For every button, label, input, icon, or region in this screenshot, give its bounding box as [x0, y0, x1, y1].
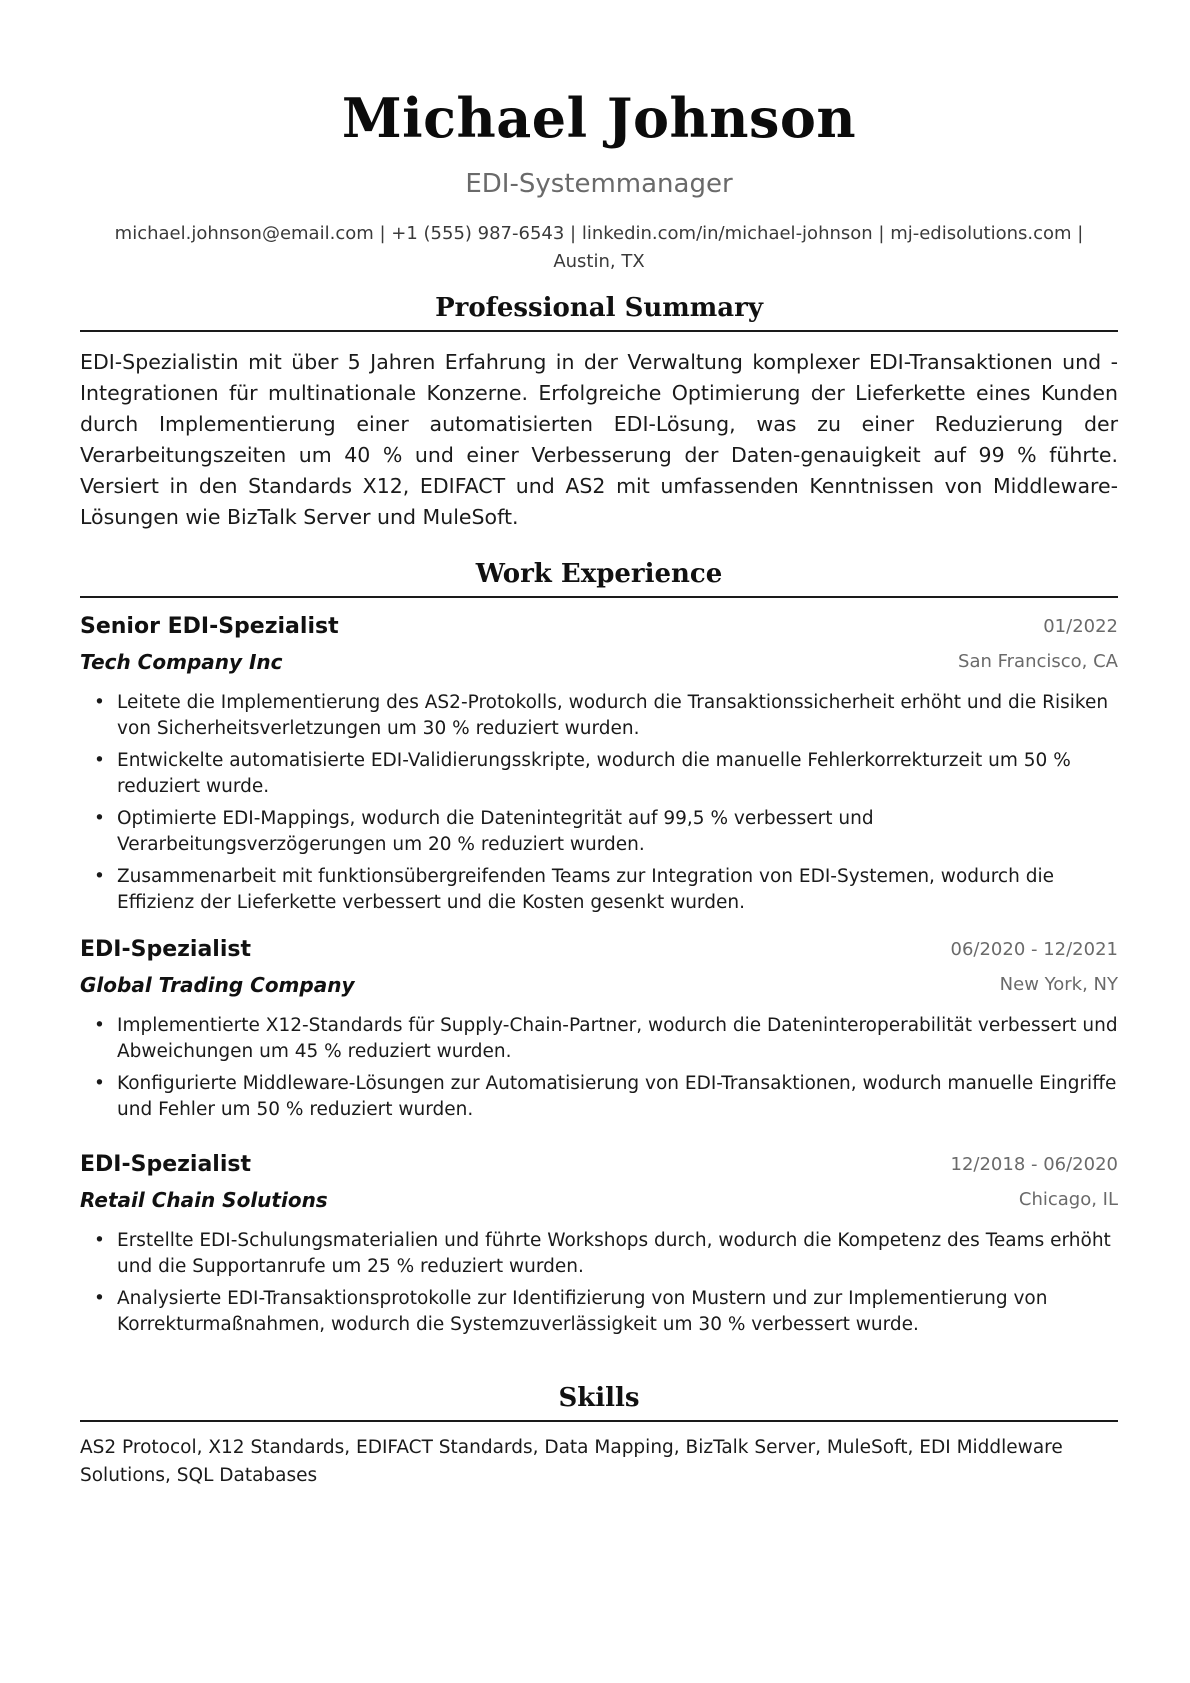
experience-heading: Work Experience: [475, 559, 723, 589]
bullet-icon: •: [94, 808, 105, 829]
contact-line-1: michael.johnson@email.com | +1 (555) 987-6543 | linkedin.com/in/michael-johnson | mj-edisolutions.com |: [114, 223, 1084, 244]
job-location: San Francisco, CA: [958, 651, 1118, 672]
bullet-icon: •: [94, 1230, 105, 1251]
bullet-item: • Entwickelte automatisierte EDI-Validierungsskripte, wodurch die manuelle Fehlerkorrekturzeit um 50 % reduziert wurde.: [94, 750, 1071, 797]
job-date: 01/2022: [1043, 616, 1118, 637]
bullet-icon: •: [94, 750, 105, 771]
summary-divider: [80, 330, 1118, 332]
bullet-icon: •: [94, 1073, 105, 1094]
candidate-name: Michael Johnson: [341, 86, 857, 150]
job-entry: [80, 614, 1118, 922]
job-entry: [80, 1152, 1118, 1344]
job-entry: [80, 937, 1118, 1129]
job-bullets: [80, 690, 1118, 916]
summary-heading: Professional Summary: [435, 293, 763, 323]
company-name: Global Trading Company: [80, 973, 355, 997]
company-name: Retail Chain Solutions: [80, 1188, 328, 1212]
job-location: Chicago, IL: [1018, 1189, 1118, 1210]
experience-divider: [80, 596, 1118, 598]
skills-heading: Skills: [558, 1383, 640, 1413]
bullet-item: • Optimierte EDI-Mappings, wodurch die Datenintegrität auf 99,5 % verbessert und Verarbeitungsverzögerungen um 20 % reduziert wurden.: [94, 808, 874, 855]
bullet-icon: •: [94, 1015, 105, 1036]
summary-text: EDI-Spezialistin mit über 5 Jahren Erfahrung in der Verwaltung komplexer EDI-Transaktionen und -Integrationen für multinationale Konzerne. Erfolgreiche Optimierung der Lieferkette eines Kunden durch Implementierung einer automatisierten EDI-Lösung, was zu einer Reduzierung der Verarbeitungszeiten um 40 % und einer Verbesserung der Daten-genauigkeit auf 99 % führte. Versiert in den Standards X12, EDIFACT und AS2 mit umfassenden Kenntnissen von Middleware-Lösungen wie BizTalk Server und MuleSoft.: [80, 350, 1118, 529]
bullet-icon: •: [94, 1288, 105, 1309]
company-name: Tech Company Inc: [80, 650, 283, 674]
job-title: EDI-Spezialist: [80, 1152, 252, 1177]
job-title: EDI-Spezialist: [80, 937, 252, 962]
job-location: New York, NY: [999, 974, 1118, 995]
bullet-item: • Erstellte EDI-Schulungsmaterialien und führte Workshops durch, wodurch die Kompetenz des Teams erhöht und die Supportanrufe um 25 % reduziert wurden.: [94, 1230, 1111, 1277]
skills-divider: [80, 1420, 1118, 1422]
bullet-item: • Implementierte X12-Standards für Supply-Chain-Partner, wodurch die Dateninteroperabilität verbessert und Abweichungen um 45 % reduziert wurden.: [94, 1015, 1118, 1062]
job-bullets: [80, 1228, 1118, 1338]
job-date: 12/2018 - 06/2020: [950, 1154, 1118, 1175]
bullet-item: • Leitete die Implementierung des AS2-Protokolls, wodurch die Transaktionssicherheit erhöht und die Risiken von Sicherheitsverletzungen um 30 % reduziert wurden.: [94, 692, 1109, 739]
skills-text: AS2 Protocol, X12 Standards, EDIFACT Standards, Data Mapping, BizTalk Server, MuleSoft, EDI Middleware Solutions, SQL Databases: [80, 1437, 1063, 1486]
contact-line-2: Austin, TX: [553, 251, 645, 272]
job-date: 06/2020 - 12/2021: [950, 939, 1118, 960]
bullet-item: • Analysierte EDI-Transaktionsprotokolle zur Identifizierung von Mustern und zur Implementierung von Korrekturmaßnahmen, wodurch die Systemzuverlässigkeit um 30 % verbessert wurde.: [94, 1288, 1048, 1335]
bullet-item: • Zusammenarbeit mit funktionsübergreifenden Teams zur Integration von EDI-Systemen, wodurch die Effizienz der Lieferkette verbessert und die Kosten gesenkt wurden.: [94, 866, 1054, 913]
contact-info: [80, 220, 1118, 276]
bullet-icon: •: [94, 692, 105, 713]
bullet-icon: •: [94, 866, 105, 887]
bullet-item: • Konfigurierte Middleware-Lösungen zur Automatisierung von EDI-Transaktionen, wodurch manuelle Eingriffe und Fehler um 50 % reduziert wurden.: [94, 1073, 1117, 1120]
job-title: Senior EDI-Spezialist: [80, 614, 339, 639]
candidate-role: EDI-Systemmanager: [465, 169, 733, 199]
job-bullets: [80, 1013, 1118, 1123]
